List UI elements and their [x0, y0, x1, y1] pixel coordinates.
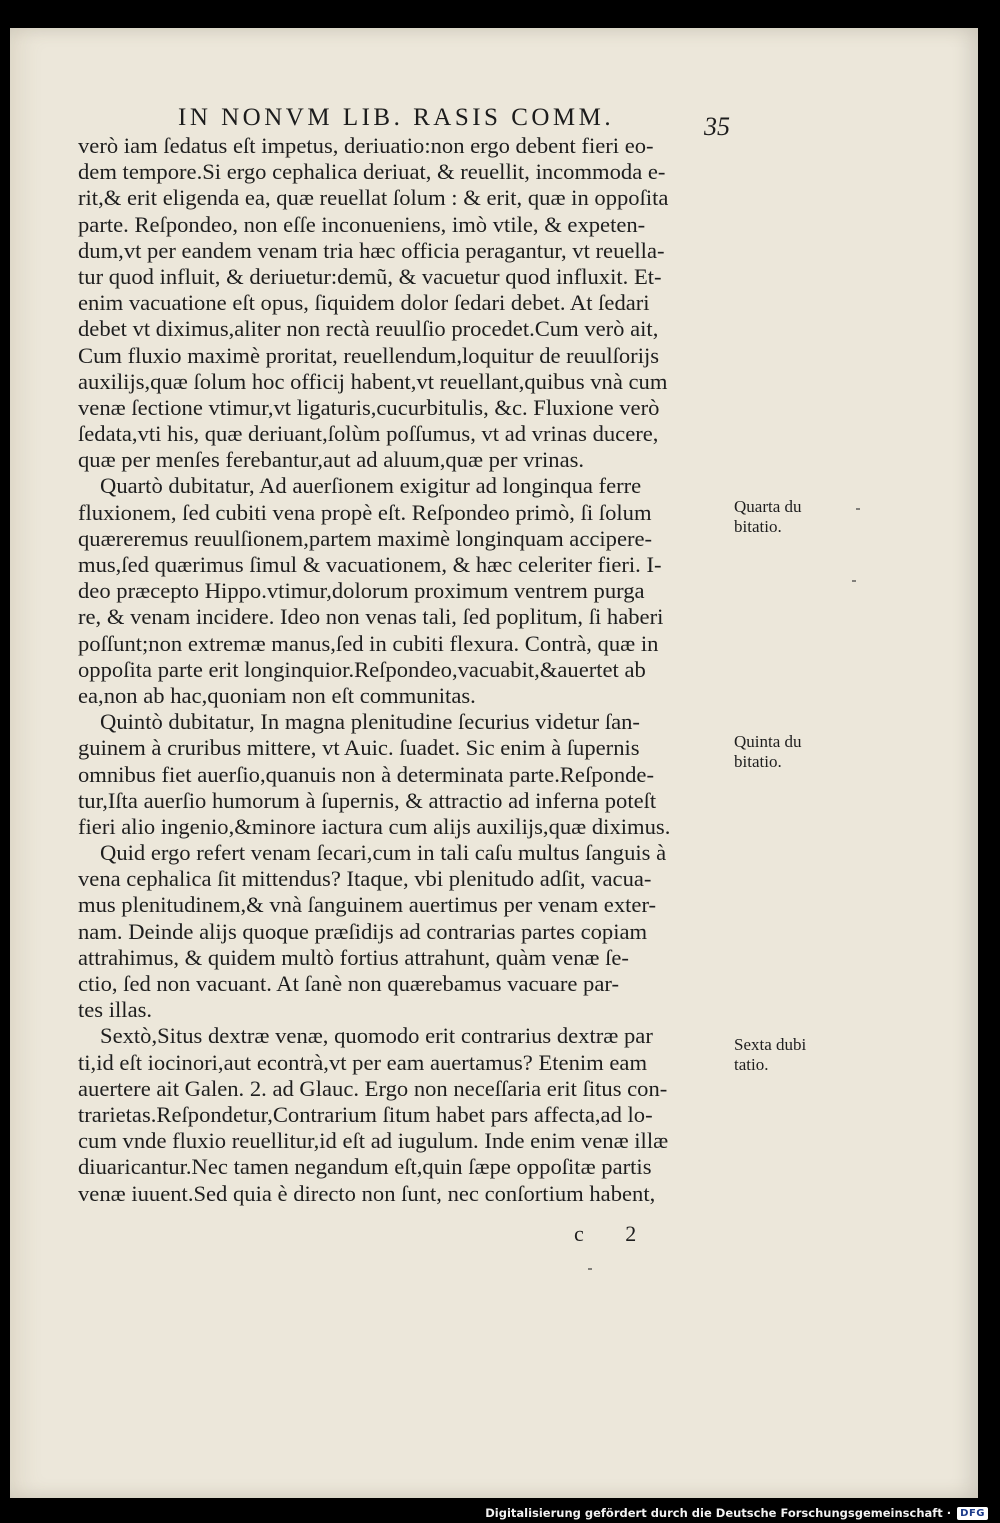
text-line: nam. Deinde alijs quoque præſidijs ad contrarias partes copiam	[78, 918, 648, 944]
text-line: Quid ergo refert venam ſecari,cum in tali caſu multus ſanguis à	[100, 840, 667, 866]
text-line: ea,non ab hac,quoniam non eſt communitas.	[78, 682, 476, 708]
text-line: trarietas.Reſpondetur,Contrarium ſitum habet pars affecta,ad lo-	[78, 1101, 653, 1127]
paper-speck	[588, 1268, 592, 1270]
text-line: ſedata,vti his, quæ deriuant,ſolùm poſſumus, vt ad vrinas ducere,	[78, 421, 659, 447]
marginal-note-line: Quarta du	[734, 497, 802, 516]
text-line: guinem à cruribus mittere, vt Auic. ſuadet. Sic enim à ſupernis	[78, 735, 640, 761]
text-line: quæ per menſes ferebantur,aut ad aluum,quæ per vrinas.	[78, 447, 585, 473]
marginal-note-line: bitatio.	[734, 752, 782, 771]
text-line: dem tempore.Si ergo cephalica deriuat, & reuellit, incommoda e-	[78, 159, 666, 185]
text-line: parte. Reſpondeo, non eſſe inconueniens, imò vtile, & expeten-	[78, 211, 646, 237]
dfg-logo-icon: DFG	[957, 1507, 988, 1520]
text-line: tes illas.	[78, 997, 153, 1023]
text-line: re, & venam incidere. Ideo non venas tali, ſed poplitum, ſi haberi	[78, 604, 664, 630]
text-line: mus,ſed quærimus ſimul & vacuationem, & hæc celeriter fieri. I-	[78, 552, 662, 577]
marginal-note-line: tatio.	[734, 1055, 769, 1074]
text-line: dum,vt per eandem venam tria hæc officia peragantur, vt reuella-	[78, 237, 665, 263]
text-line: Quintò dubitatur, In magna plenitudine ſecurius videtur ſan-	[100, 709, 640, 735]
text-line: enim vacuatione eſt opus, ſiquidem dolor ſedari debet. At ſedari	[78, 290, 650, 316]
page-number: 35	[704, 112, 730, 141]
text-line: Quartò dubitatur, Ad auerſionem exigitur ad longinqua ferre	[100, 473, 642, 499]
text-line: mus plenitudinem,& vnà ſanguinem auertimus per venam exter-	[78, 892, 657, 918]
text-line: ctio, ſed non vacuant. At ſanè non quærebamus vacuare par-	[78, 971, 619, 996]
text-line: venæ iuuent.Sed quia è directo non ſunt, nec conſortium habent,	[78, 1180, 656, 1206]
text-line: venæ ſectione vtimur,vt ligaturis,cucurbitulis, &c. Fluxione verò	[78, 394, 660, 420]
text-line: quæreremus reuulſionem,partem maximè longinquam acciperе-	[78, 525, 653, 551]
text-line: debet vt diximus,aliter non rectà reuulſio procedet.Cum verò ait,	[78, 316, 659, 342]
signature-mark: c 2	[574, 1221, 655, 1246]
text-line: poſſunt;non extremæ manus,ſed in cubiti flexura. Contrà, quæ in	[78, 630, 659, 656]
text-line: Sextò,Situs dextræ venæ, quomodo erit contrarius dextræ par	[100, 1023, 653, 1049]
marginal-note-line: bitatio.	[734, 517, 782, 536]
text-line: fluxionem, ſed cubiti vena propè eſt. Reſpondeo primò, ſi ſolum	[78, 499, 652, 525]
text-line: oppoſita parte erit longinquior.Reſpondeo,vacuabit,&auertet ab	[78, 656, 646, 682]
text-line: fieri alio ingenio,&minore iactura cum alijs auxilijs,quæ diximus.	[78, 813, 671, 839]
text-line: tur quod influit, & deriuetur:demũ, & vacuetur quod influxit. Et-	[78, 263, 662, 289]
marginal-note-sexta	[734, 1035, 806, 1075]
main-text-block	[78, 133, 738, 1207]
text-line: cum vnde fluxio reuellitur,id eſt ad iugulum. Inde enim venæ illæ	[78, 1128, 669, 1154]
text-line: verò iam ſedatus eſt impetus, deriuatio:non ergo debent fieri eo-	[78, 133, 654, 158]
credit-text: Digitalisierung gefördert durch die Deutsche Forschungsgemeinschaft ·	[485, 1506, 952, 1520]
marginal-note-line: Quinta du	[734, 732, 802, 751]
text-line: auxilijs,quæ ſolum hoc officij habent,vt reuellant,quibus vnà cum	[78, 368, 668, 394]
marginal-note-line: Sexta dubi	[734, 1035, 807, 1054]
text-line: tur,Iſta auerſio humorum à ſupernis, & attractio ad inferna poteſt	[78, 787, 657, 813]
paper-speck	[852, 580, 856, 582]
text-line: deo præcepto Hippo.vtimur,dolorum proximum ventrem purga	[78, 578, 645, 604]
text-line: ti,id eſt iocinori,aut econtrà,vt per eam auertamus? Etenim eam	[78, 1049, 648, 1075]
text-line: attrahimus, & quidem multò fortius attrahunt, quàm venæ ſe-	[78, 944, 629, 970]
text-line: omnibus fiet auerſio,quanuis non à determinata parte.Reſponde-	[78, 761, 654, 787]
marginal-note-quarta	[734, 497, 802, 537]
text-line: vena cephalica ſit mittendus? Itaque, vbi plenitudo adſit, vacua-	[78, 866, 652, 892]
running-title: IN NONVM LIB. RASIS COMM.	[178, 104, 615, 131]
paper-speck	[856, 508, 860, 510]
text-line: diuaricantur.Nec tamen negandum eſt,quin ſæpe oppoſitæ partis	[78, 1154, 652, 1180]
text-line: rit,& erit eligenda ea, quæ reuellat ſolum : & erit, quæ in oppoſita	[78, 185, 669, 211]
digitization-credit	[485, 1506, 988, 1520]
text-line: Cum fluxio maximè proritat, reuellendum,loquitur de reuulſorijs	[78, 342, 660, 368]
text-line: auertere ait Galen. 2. ad Glauc. Ergo non neceſſaria erit ſitus con-	[78, 1075, 668, 1101]
marginal-note-quinta	[734, 732, 802, 772]
